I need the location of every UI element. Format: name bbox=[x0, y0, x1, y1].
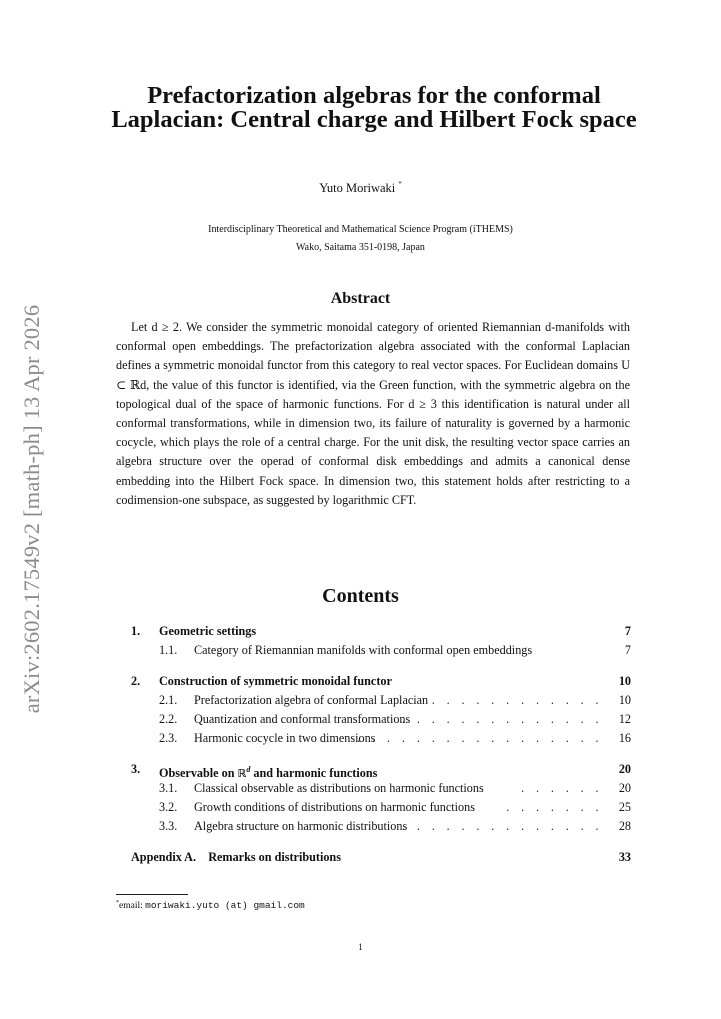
toc-leader-dots: . . . . . . bbox=[521, 781, 603, 795]
toc-title-part: and harmonic functions bbox=[250, 766, 378, 781]
toc-number: 3.3. bbox=[159, 819, 178, 833]
toc-section-1[interactable] bbox=[131, 622, 631, 641]
toc-title: Category of Riemannian manifolds with conformal open embeddings bbox=[194, 643, 533, 657]
toc-page: 10 bbox=[618, 674, 631, 688]
page-number: 1 bbox=[358, 942, 363, 952]
toc-title: Construction of symmetric monoidal functor bbox=[159, 674, 392, 688]
table-of-contents bbox=[131, 622, 631, 867]
toc-leader-dots: . . . . . . . . . . . . bbox=[431, 693, 603, 707]
toc-appendix-a[interactable] bbox=[131, 848, 631, 867]
toc-page: 33 bbox=[618, 850, 631, 864]
contents-heading: Contents bbox=[322, 585, 399, 607]
toc-number: 1.1. bbox=[159, 643, 178, 657]
real-numbers-symbol: ℝ bbox=[237, 767, 247, 781]
toc-subsection-1-1[interactable] bbox=[131, 641, 631, 660]
toc-section-2[interactable] bbox=[131, 672, 631, 691]
toc-subsection-3-1[interactable] bbox=[131, 779, 631, 798]
toc-page: 20 bbox=[618, 781, 631, 795]
toc-page: 10 bbox=[618, 693, 631, 707]
abstract-text: Let d ≥ 2. We consider the symmetric monoidal category of oriented Riemannian d-manifolds with conformal open embeddings. The prefactorization algebra associated with the conformal Laplacian defines a symmetric monoidal functor from this category to real vector spaces. For Euclidean domains U ⊂ ℝd, the value of this functor is identified, via the Green function, with the symmetric algebra on the topological dual of the space of harmonic functions. For d ≥ 3 this identification is natural under all conformal transformations, while in dimension two, its failure of naturality is governed by a harmonic cocycle, which plays the role of a central charge. For the unit disk, the resulting vector space carries an algebra structure over the operad of conformal disk embeddings and admits a canonical dense embedding into the Hilbert Fock space. In dimension two, this statement holds after restricting to a codimension-one subspace, as suggested by logarithmic CFT. bbox=[116, 320, 630, 507]
toc-number: 2.1. bbox=[159, 693, 178, 707]
toc-title: Quantization and conformal transformations bbox=[194, 712, 411, 726]
toc-title-part: Observable on bbox=[159, 766, 238, 781]
toc-subsection-3-3[interactable] bbox=[131, 817, 631, 836]
toc-page: 12 bbox=[618, 712, 631, 726]
toc-number: 3.2. bbox=[159, 800, 178, 814]
footnote-rule bbox=[116, 894, 188, 895]
arxiv-sidebar-stamp: arXiv:2602.17549v2 [math-ph] 13 Apr 2026 bbox=[19, 304, 44, 714]
toc-number: 2.2. bbox=[159, 712, 178, 726]
toc-number: 1. bbox=[131, 624, 141, 638]
toc-number: 3. bbox=[131, 762, 141, 776]
toc-title: Algebra structure on harmonic distributions bbox=[194, 819, 408, 833]
toc-subsection-2-1[interactable] bbox=[131, 691, 631, 710]
affiliation-line-1: Interdisciplinary Theoretical and Mathematical Science Program (iTHEMS) bbox=[208, 224, 513, 235]
toc-number: 2. bbox=[131, 674, 141, 688]
footnote bbox=[116, 900, 305, 911]
toc-leader-dots: . . . . . . . . . . . . . . bbox=[401, 819, 603, 833]
toc-subsection-2-3[interactable] bbox=[131, 729, 631, 748]
toc-leader-dots: . . . . . . . . . . . . . . . . . bbox=[357, 731, 603, 745]
toc-page: 7 bbox=[624, 643, 631, 657]
toc-page: 28 bbox=[618, 819, 631, 833]
footnote-mark: * bbox=[116, 900, 119, 906]
author-name: Yuto Moriwaki bbox=[319, 181, 396, 195]
toc-number: 3.1. bbox=[159, 781, 178, 795]
toc-title-superscript: d bbox=[246, 765, 251, 774]
abstract-body bbox=[116, 318, 630, 510]
toc-title: Harmonic cocycle in two dimensions bbox=[194, 731, 376, 745]
author-line bbox=[0, 180, 721, 196]
toc-title: Classical observable as distributions on harmonic functions bbox=[194, 781, 484, 795]
toc-page: 7 bbox=[624, 624, 631, 638]
toc-page: 20 bbox=[618, 762, 631, 776]
toc-subsection-3-2[interactable] bbox=[131, 798, 631, 817]
toc-leader-dots: . . . . . . . . . . . . . . bbox=[401, 712, 603, 726]
footnote-label: email: bbox=[119, 901, 146, 912]
toc-leader-dots: . . . . . . . bbox=[506, 800, 603, 814]
toc-title: Prefactorization algebra of conformal Laplacian bbox=[194, 693, 429, 707]
affiliation-line-2: Wako, Saitama 351-0198, Japan bbox=[296, 242, 425, 253]
toc-page: 25 bbox=[618, 800, 631, 814]
toc-title: Appendix A. Remarks on distributions bbox=[131, 850, 341, 864]
toc-page: 16 bbox=[618, 731, 631, 745]
toc-title: Geometric settings bbox=[159, 624, 257, 638]
author-footnote-mark: * bbox=[398, 180, 402, 188]
abstract-heading: Abstract bbox=[330, 290, 391, 307]
footnote-email: moriwaki.yuto (at) gmail.com bbox=[145, 900, 305, 912]
toc-number: 2.3. bbox=[159, 731, 178, 745]
toc-subsection-2-2[interactable] bbox=[131, 710, 631, 729]
toc-title: Growth conditions of distributions on harmonic functions bbox=[194, 800, 475, 814]
toc-section-3[interactable] bbox=[131, 760, 631, 779]
paper-title: Prefactorization algebras for the conformal Laplacian: Central charge and Hilbert Fock space bbox=[111, 82, 637, 133]
affiliation bbox=[0, 221, 721, 257]
